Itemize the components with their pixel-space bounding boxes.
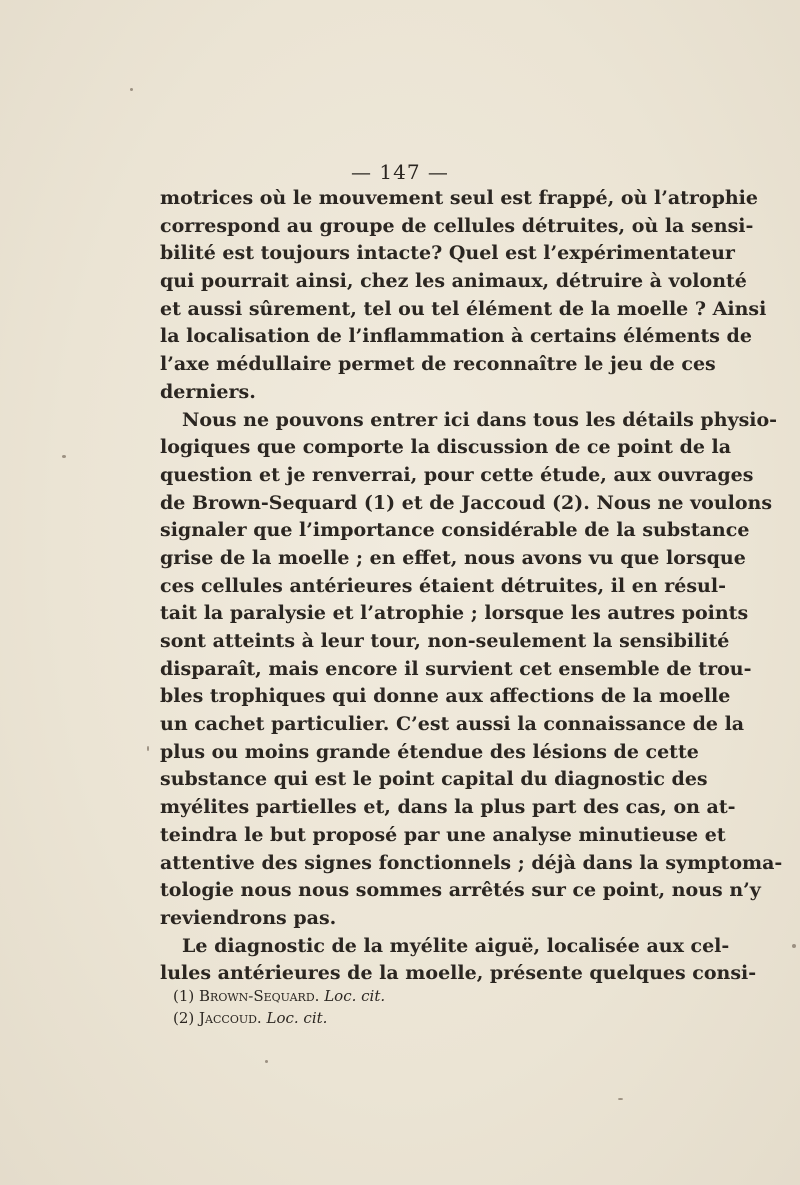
text-line: signaler que l’importance considérable de la substance [160,519,750,542]
text-line: substance qui est le point capital du diagnostic des [160,768,708,791]
text-line: qui pourrait ainsi, chez les animaux, détruire à volonté [160,270,747,293]
footnote-reference: Loc. cit. [266,1009,328,1027]
body-text [160,185,783,988]
text-line: et aussi sûrement, tel ou tel élément de la moelle ? Ainsi [160,297,767,320]
text-line: Nous ne pouvons entrer ici dans tous les détails physio- [182,408,778,431]
paper-speck [618,1098,623,1100]
footnote-author: Jaccoud. [199,1009,262,1027]
text-line: logiques que comporte la discussion de ce point de la [160,436,732,459]
text-line: de Brown-Sequard (1) et de Jaccoud (2). Nous ne voulons [160,491,773,514]
text-line: lules antérieures de la moelle, présente quelques consi- [160,962,757,985]
footnotes [173,985,613,1029]
text-line: derniers. [160,380,256,403]
footnote-number: (2) [173,1009,195,1027]
text-line: motrices où le mouvement seul est frappé, où l’atrophie [160,187,758,209]
text-line: ces cellules antérieures étaient détruites, il en résul- [160,574,726,597]
text-line: bilité est toujours intacte? Quel est l’expérimentateur [160,242,735,265]
text-line: correspond au groupe de cellules détruites, où la sensi- [160,214,754,237]
paper-speck [62,455,66,458]
text-line: grise de la moelle ; en effet, nous avons vu que lorsque [160,546,746,569]
text-line: attentive des signes fonctionnels ; déjà dans la symptoma- [160,851,783,874]
text-line: reviendrons pas. [160,906,337,929]
text-line: tologie nous nous sommes arrêtés sur ce point, nous n’y [160,879,761,902]
footnote-author: Brown-Sequard. [199,987,320,1005]
paper-speck [130,88,133,91]
footnote [173,1007,613,1029]
text-line: Le diagnostic de la myélite aiguë, localisée aux cel- [182,934,730,957]
text-line: la localisation de l’inflammation à certains éléments de [160,325,752,348]
text-line: sont atteints à leur tour, non-seulement la sensibilité [160,630,730,652]
text-line: myélites partielles et, dans la plus part des cas, on at- [160,796,736,819]
text-line: un cachet particulier. C’est aussi la connaissance de la [160,713,745,736]
footnote-reference: Loc. cit. [324,987,386,1005]
text-line: bles trophiques qui donne aux affections de la moelle [160,685,731,708]
text-line: question et je renverrai, pour cette étude, aux ouvrages [160,463,754,486]
paper-speck [147,746,149,751]
text-line: plus ou moins grande étendue des lésions de cette [160,740,699,763]
footnote [173,985,613,1007]
paper-speck [265,1060,268,1063]
text-line: teindra le but proposé par une analyse minutieuse et [160,823,726,846]
paper-speck [792,944,796,948]
footnote-number: (1) [173,987,195,1005]
page-number: — 147 — [351,160,449,184]
text-line: tait la paralysie et l’atrophie ; lorsque les autres points [160,602,749,625]
text-line: disparaît, mais encore il survient cet ensemble de trou- [160,657,752,680]
text-line: l’axe médullaire permet de reconnaître le jeu de ces [160,353,716,376]
